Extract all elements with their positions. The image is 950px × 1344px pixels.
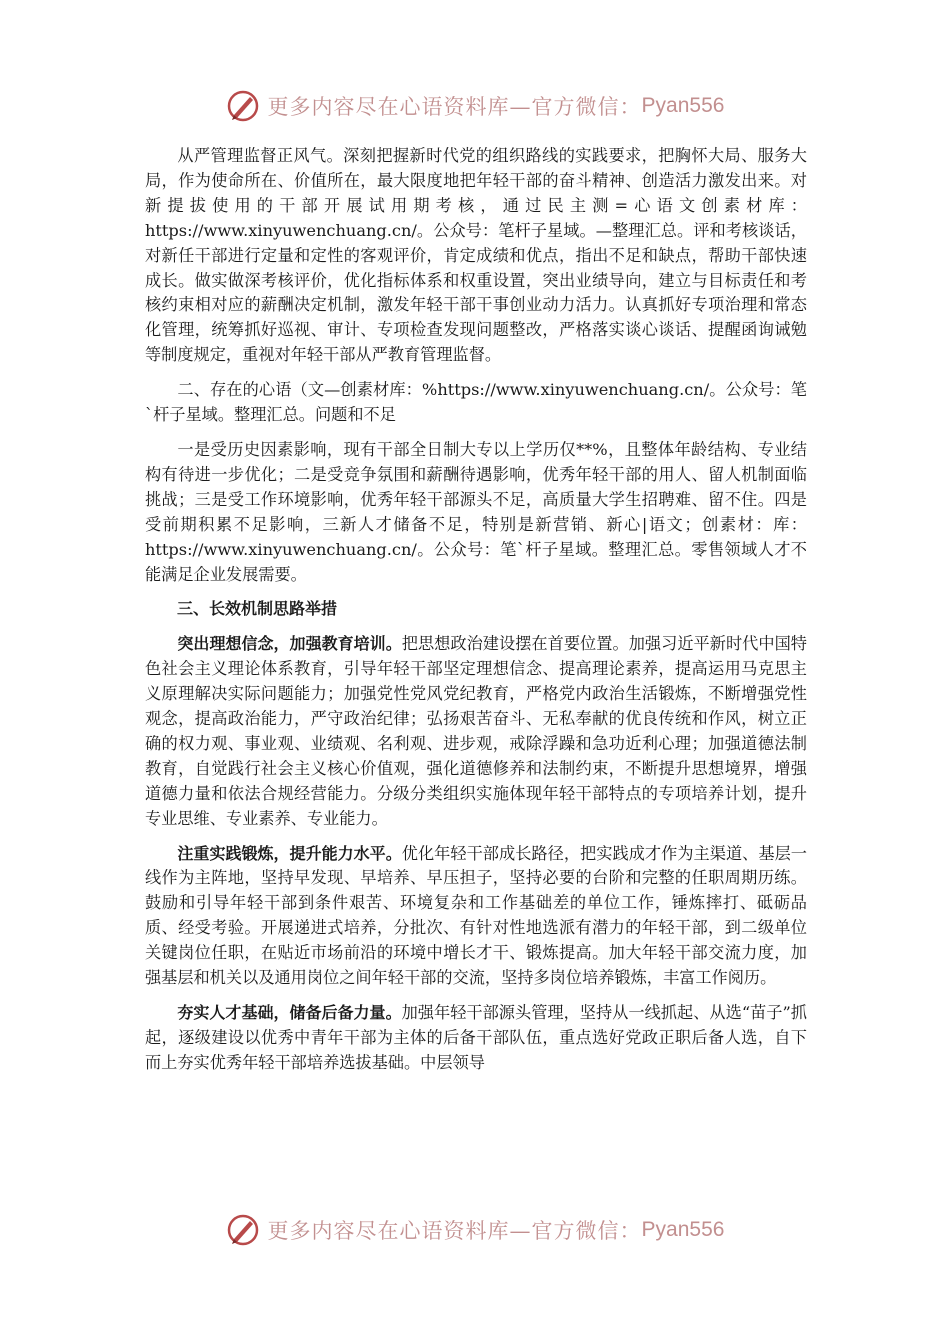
paragraph-lead: 夯实人才基础，储备后备力量。	[177, 1003, 402, 1022]
section-heading	[145, 597, 807, 622]
paragraph	[145, 438, 807, 587]
document-body	[145, 144, 807, 1086]
banner-wechat-id: Pyan556	[641, 94, 725, 117]
paragraph-text: 从严管理监督正风气。深刻把握新时代党的组织路线的实践要求，把胸怀大局、服务大局，作为使命所在、价值所在，最大限度地把年轻干部的奋斗精神、创造活力激发出来。对新提拔使用的干部开展试用期考核，通过民主测=心语文创素材库：https://www.xinyuwenchuang.cn/。公众号：笔杆子星域。—整理汇总。评和考核谈话，对新任干部进行定量和定性的客观评价，肯定成绩和优点，指出不足和缺点，帮助干部快速成长。做实做深考核评价，优化指标体系和权重设置，突出业绩导向，建立与目标责任和考核约束相对应的薪酬决定机制，激发年轻干部干事创业动力活力。认真抓好专项治理和常态化管理，统筹抓好巡视、审计、专项检查发现问题整改，严格落实谈心谈话、提醒函询诫勉等制度规定，重视对年轻干部从严教育管理监督。	[145, 146, 807, 365]
banner-text: 更多内容尽在心语资料库—官方微信：	[267, 1219, 642, 1243]
footer-watermark-banner	[0, 1208, 950, 1252]
paragraph	[145, 842, 807, 991]
banner-text: 更多内容尽在心语资料库—官方微信：	[267, 95, 642, 119]
banner-wechat-id: Pyan556	[641, 1218, 725, 1241]
paragraph	[145, 632, 807, 831]
pen-logo-icon	[226, 89, 260, 123]
paragraph-lead: 突出理想信念，加强教育培训。	[177, 634, 402, 654]
paragraph-text: 把思想政治建设摆在首要位置。加强习近平新时代中国特色社会主义理论体系教育，引导年轻干部坚定理想信念、提高理论素养，提高运用马克思主义原理解决实际问题能力；加强党性党风党纪教育，严格党内政治生活锻炼，不断增强党性观念，提高政治能力，严守政治纪律；弘扬艰苦奋斗、无私奉献的优良传统和作风，树立正确的权力观、事业观、业绩观、名利观、进步观，戒除浮躁和急功近利心理；加强道德法制教育，自觉践行社会主义核心价值观，强化道德修养和法制约束，不断提升思想境界，增强道德力量和依法合规经营能力。分级分类组织实施体现年轻干部特点的专项培养计划，提升专业思维、专业素养、专业能力。	[145, 634, 807, 828]
paragraph	[145, 144, 807, 368]
paragraph	[145, 1001, 807, 1076]
section-heading-text: 三、长效机制思路举措	[177, 599, 338, 619]
header-watermark-banner	[0, 84, 950, 128]
pen-logo-icon	[226, 1213, 260, 1247]
paragraph	[145, 378, 807, 428]
paragraph-text: 一是受历史因素影响，现有干部全日制大专以上学历仅**%，且整体年龄结构、专业结构有待进一步优化；二是受竞争氛围和薪酬待遇影响，优秀年轻干部的用人、留人机制面临挑战；三是受工作环境影响，优秀年轻干部源头不足，高质量大学生招聘难、留不住。四是受前期积累不足影响，三新人才储备不足，特别是新营销、新心|语文；创素材：库：https://www.xinyuwenchuang.cn/。公众号：笔`杆子星域。整理汇总。零售领域人才不能满足企业发展需要。	[145, 439, 807, 584]
paragraph-text: 加强年轻干部源头管理，坚持从一线抓起、从选“苗子”抓起，逐级建设以优秀中青年干部为主体的后备干部队伍，重点选好党政正职后备人选，自下而上夯实优秀年轻干部培养选拔基础。中层领导	[145, 1003, 807, 1072]
paragraph-lead: 注重实践锻炼，提升能力水平。	[177, 843, 402, 863]
paragraph-text: 优化年轻干部成长路径，把实践成才作为主渠道、基层一线作为主阵地，坚持早发现、早培养、早压担子，坚持必要的台阶和完整的任职周期历练。鼓励和引导年轻干部到条件艰苦、环境复杂和工作基础差的单位工作，锤炼摔打、砥砺品质、经受考验。开展递进式培养，分批次、有针对性地选派有潜力的年轻干部，到二级单位关键岗位任职，在贴近市场前沿的环境中增长才干、锻炼提高。加大年轻干部交流力度，加强基层和机关以及通用岗位之间年轻干部的交流，坚持多岗位培养锻炼，丰富工作阅历。	[145, 843, 807, 988]
paragraph-text: 二、存在的心语（文—创素材库：%https://www.xinyuwenchuang.cn/。公众号：笔`杆子星域。整理汇总。问题和不足	[145, 380, 807, 425]
